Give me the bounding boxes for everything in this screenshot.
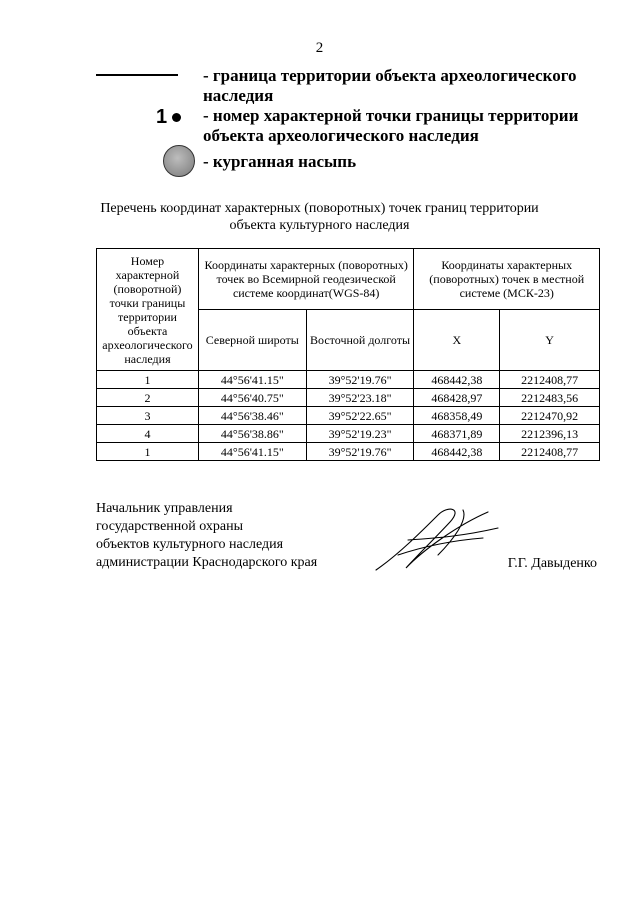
header-y: Y (500, 310, 600, 371)
header-north: Северной широты (198, 310, 306, 371)
mound-symbol-icon (163, 145, 195, 177)
header-east: Восточной долготы (306, 310, 414, 371)
point-legend-label: - номер характерной точки границы территории объекта археологического наследия (203, 106, 579, 145)
signer-title: Начальник управления государственной охраны объектов культурного наследия администрации Краснодарского края (96, 501, 318, 570)
coordinates-table (96, 248, 600, 461)
point-dot-icon (172, 113, 181, 122)
header-x: X (414, 310, 500, 371)
table-row: 1 44°56'41.15" 39°52'19.76" 468442,38 2212408,77 (97, 371, 600, 389)
table-row: 4 44°56'38.86" 39°52'19.23" 468371,89 2212396,13 (97, 425, 600, 443)
mound-legend-label: - курганная насыпь (203, 152, 357, 171)
boundary-line-symbol (96, 74, 178, 76)
header-msk: Координаты характерных (поворотных) точек в местной системе (МСК-23) (414, 249, 600, 310)
signature-icon (368, 500, 508, 580)
header-wgs: Координаты характерных (поворотных) точек во Всемирной геодезической системе координат(WGS-84) (198, 249, 413, 310)
header-point-number: Номер характерной (поворотной) точки границы территории объекта археологического наследия (97, 249, 199, 371)
point-number-symbol: 1 (156, 106, 168, 128)
signer-name: Г.Г. Давыденко (507, 556, 597, 571)
page-number: 2 (315, 40, 324, 56)
table-row: 2 44°56'40.75" 39°52'23.18" 468428,97 2212483,56 (97, 389, 600, 407)
table-title: Перечень координат характерных (поворотных) точек границ территории объекта культурного наследия (100, 201, 539, 233)
table-row: 3 44°56'38.46" 39°52'22.65" 468358,49 2212470,92 (97, 407, 600, 425)
table-row: 1 44°56'41.15" 39°52'19.76" 468442,38 2212408,77 (97, 443, 600, 461)
boundary-legend-label: - граница территории объекта археологического наследия (203, 66, 577, 105)
